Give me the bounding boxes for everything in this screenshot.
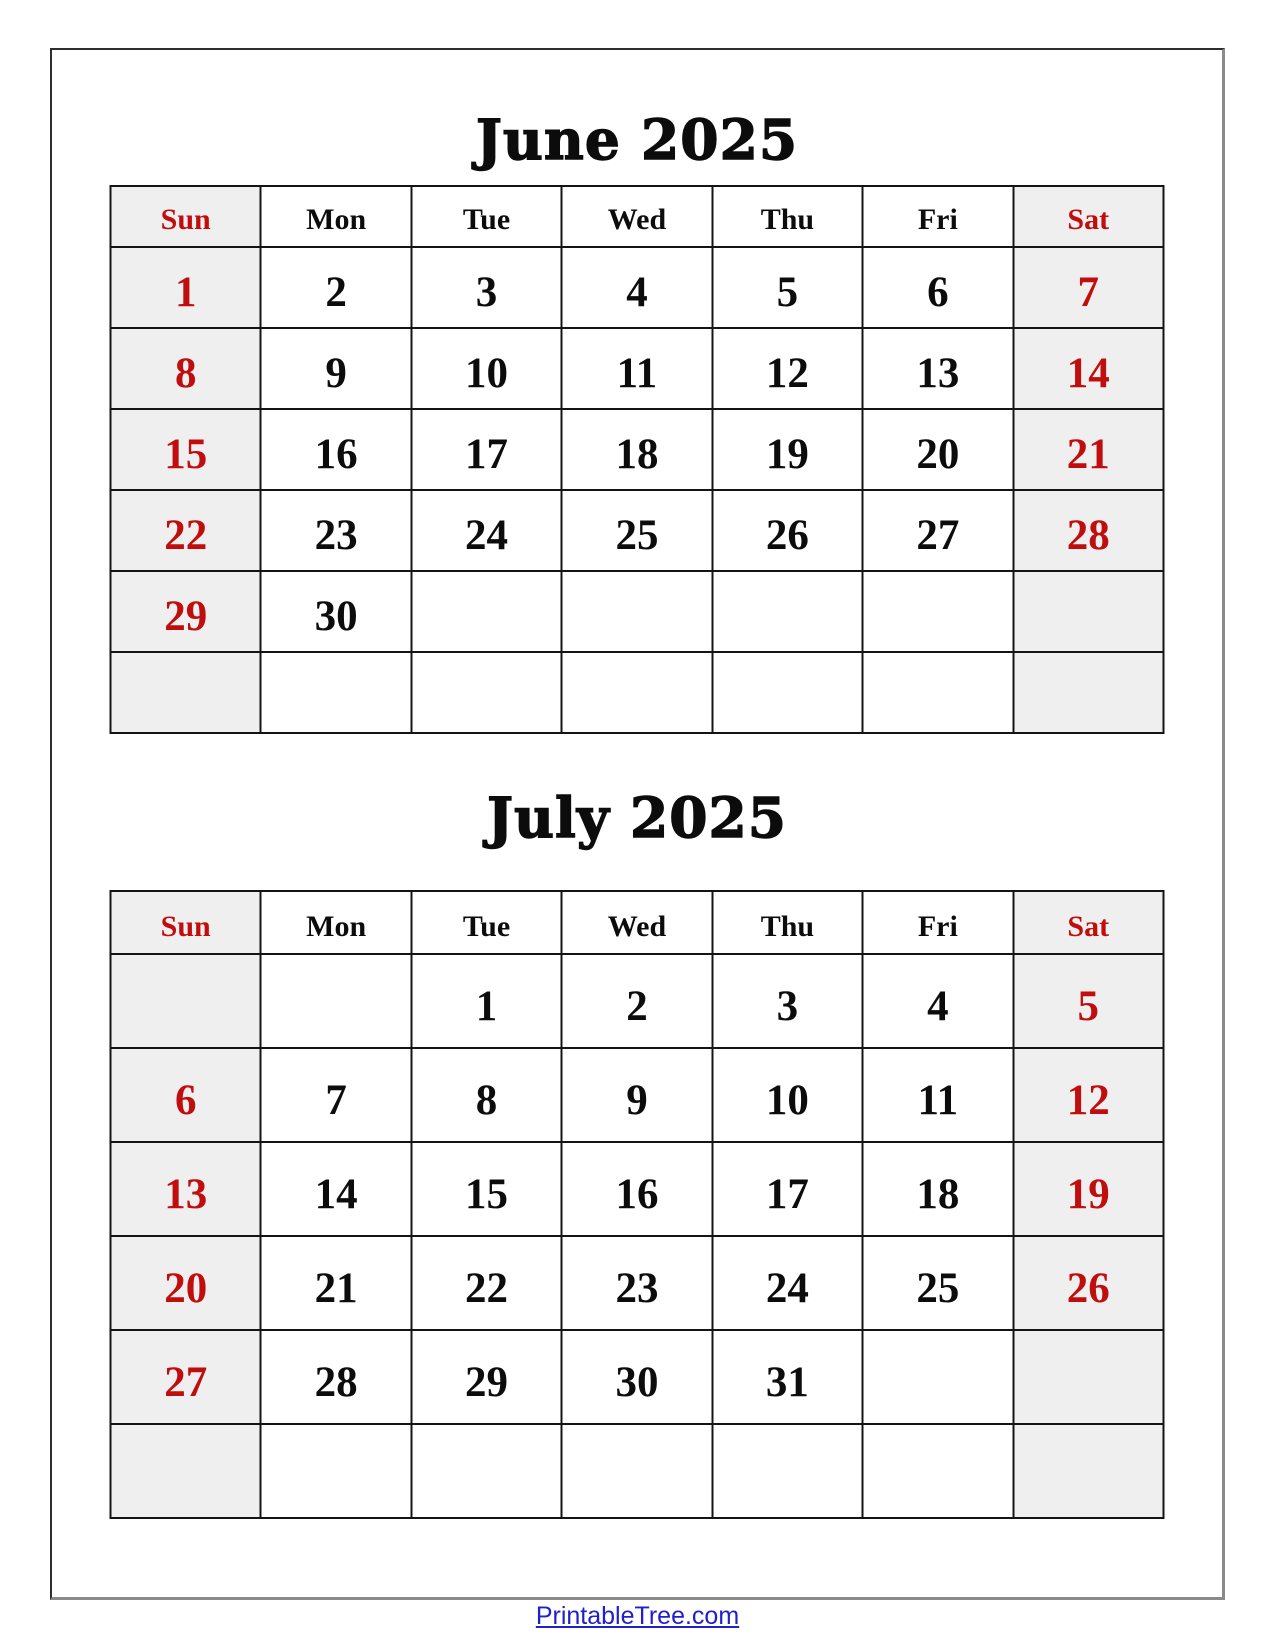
date-cell-13: 13 — [863, 328, 1013, 409]
date-cell-3: 3 — [411, 247, 561, 328]
empty-cell — [562, 571, 712, 652]
week-row — [111, 409, 1164, 490]
empty-cell — [712, 1424, 862, 1518]
date-cell-16: 16 — [562, 1142, 712, 1236]
date-cell-10: 10 — [712, 1048, 862, 1142]
date-cell-29: 29 — [411, 1330, 561, 1424]
date-cell-1: 1 — [111, 247, 261, 328]
date-cell-31: 31 — [712, 1330, 862, 1424]
date-cell-14: 14 — [261, 1142, 411, 1236]
date-cell-7: 7 — [261, 1048, 411, 1142]
week-row — [111, 490, 1164, 571]
date-cell-18: 18 — [863, 1142, 1013, 1236]
empty-cell — [562, 652, 712, 733]
date-cell-28: 28 — [261, 1330, 411, 1424]
day-header-fri: Fri — [863, 186, 1013, 247]
day-header-sun: Sun — [111, 186, 261, 247]
empty-cell — [863, 571, 1013, 652]
week-row — [111, 1424, 1164, 1518]
date-cell-15: 15 — [111, 409, 261, 490]
date-cell-16: 16 — [261, 409, 411, 490]
date-cell-5: 5 — [1013, 954, 1163, 1048]
date-cell-27: 27 — [111, 1330, 261, 1424]
empty-cell — [712, 652, 862, 733]
date-cell-22: 22 — [111, 490, 261, 571]
week-row — [111, 247, 1164, 328]
date-cell-23: 23 — [261, 490, 411, 571]
day-header-thu: Thu — [712, 891, 862, 954]
calendar-page — [50, 48, 1225, 1600]
date-cell-25: 25 — [863, 1236, 1013, 1330]
week-row — [111, 571, 1164, 652]
date-cell-25: 25 — [562, 490, 712, 571]
week-row — [111, 328, 1164, 409]
empty-cell — [562, 1424, 712, 1518]
date-cell-30: 30 — [261, 571, 411, 652]
date-cell-23: 23 — [562, 1236, 712, 1330]
week-row — [111, 1330, 1164, 1424]
day-header-tue: Tue — [411, 186, 561, 247]
empty-cell — [111, 652, 261, 733]
date-cell-17: 17 — [411, 409, 561, 490]
day-header-wed: Wed — [562, 186, 712, 247]
july-title: July 2025 — [486, 785, 788, 850]
date-cell-6: 6 — [111, 1048, 261, 1142]
date-cell-15: 15 — [411, 1142, 561, 1236]
empty-cell — [712, 571, 862, 652]
date-cell-28: 28 — [1013, 490, 1163, 571]
date-cell-11: 11 — [562, 328, 712, 409]
week-row — [111, 1048, 1164, 1142]
week-row — [111, 652, 1164, 733]
date-cell-22: 22 — [411, 1236, 561, 1330]
empty-cell — [411, 1424, 561, 1518]
day-header-thu: Thu — [712, 186, 862, 247]
empty-cell — [1013, 1424, 1163, 1518]
date-cell-4: 4 — [863, 954, 1013, 1048]
date-cell-29: 29 — [111, 571, 261, 652]
june-title: June 2025 — [475, 107, 799, 172]
date-cell-30: 30 — [562, 1330, 712, 1424]
date-cell-24: 24 — [411, 490, 561, 571]
date-cell-4: 4 — [562, 247, 712, 328]
footer — [0, 1602, 1275, 1631]
date-cell-8: 8 — [111, 328, 261, 409]
day-header-tue: Tue — [411, 891, 561, 954]
date-cell-20: 20 — [111, 1236, 261, 1330]
date-cell-17: 17 — [712, 1142, 862, 1236]
empty-cell — [863, 1424, 1013, 1518]
empty-cell — [261, 954, 411, 1048]
date-cell-6: 6 — [863, 247, 1013, 328]
date-cell-24: 24 — [712, 1236, 862, 1330]
day-header-mon: Mon — [261, 186, 411, 247]
day-header-sat: Sat — [1013, 186, 1163, 247]
week-row — [111, 954, 1164, 1048]
week-row — [111, 1236, 1164, 1330]
date-cell-14: 14 — [1013, 328, 1163, 409]
date-cell-9: 9 — [562, 1048, 712, 1142]
empty-cell — [411, 652, 561, 733]
empty-cell — [1013, 1330, 1163, 1424]
footer-link[interactable]: PrintableTree.com — [535, 1602, 740, 1630]
date-cell-18: 18 — [562, 409, 712, 490]
date-cell-27: 27 — [863, 490, 1013, 571]
july-calendar — [110, 890, 1165, 1519]
empty-cell — [863, 652, 1013, 733]
date-cell-21: 21 — [1013, 409, 1163, 490]
date-cell-2: 2 — [261, 247, 411, 328]
day-header-mon: Mon — [261, 891, 411, 954]
date-cell-2: 2 — [562, 954, 712, 1048]
date-cell-3: 3 — [712, 954, 862, 1048]
date-cell-9: 9 — [261, 328, 411, 409]
june-calendar — [110, 185, 1165, 734]
empty-cell — [261, 1424, 411, 1518]
date-cell-20: 20 — [863, 409, 1013, 490]
date-cell-11: 11 — [863, 1048, 1013, 1142]
date-cell-1: 1 — [411, 954, 561, 1048]
empty-cell — [111, 954, 261, 1048]
date-cell-10: 10 — [411, 328, 561, 409]
day-header-sat: Sat — [1013, 891, 1163, 954]
day-header-fri: Fri — [863, 891, 1013, 954]
date-cell-5: 5 — [712, 247, 862, 328]
date-cell-21: 21 — [261, 1236, 411, 1330]
date-cell-19: 19 — [712, 409, 862, 490]
date-cell-26: 26 — [712, 490, 862, 571]
date-cell-7: 7 — [1013, 247, 1163, 328]
date-cell-19: 19 — [1013, 1142, 1163, 1236]
empty-cell — [111, 1424, 261, 1518]
date-cell-13: 13 — [111, 1142, 261, 1236]
weekday-header-row — [111, 186, 1164, 247]
day-header-wed: Wed — [562, 891, 712, 954]
empty-cell — [411, 571, 561, 652]
date-cell-26: 26 — [1013, 1236, 1163, 1330]
empty-cell — [1013, 652, 1163, 733]
date-cell-12: 12 — [712, 328, 862, 409]
empty-cell — [1013, 571, 1163, 652]
empty-cell — [261, 652, 411, 733]
empty-cell — [863, 1330, 1013, 1424]
day-header-sun: Sun — [111, 891, 261, 954]
weekday-header-row — [111, 891, 1164, 954]
date-cell-8: 8 — [411, 1048, 561, 1142]
week-row — [111, 1142, 1164, 1236]
date-cell-12: 12 — [1013, 1048, 1163, 1142]
